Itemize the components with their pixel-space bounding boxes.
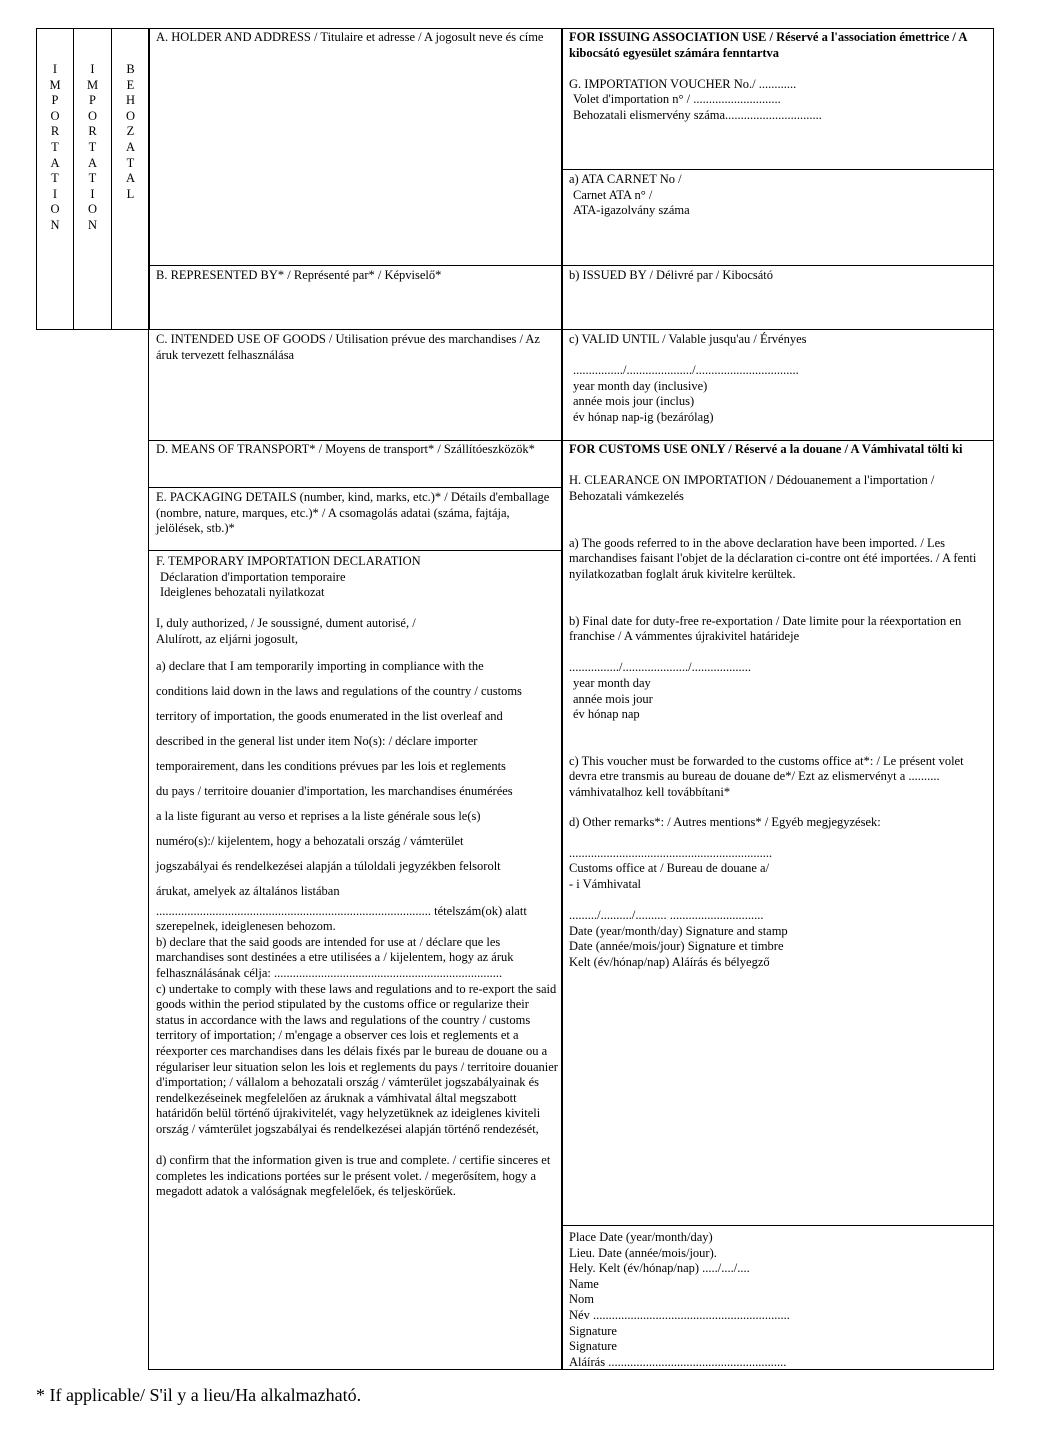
vertical-letter: R	[50, 124, 60, 139]
valid-until-en: year month day (inclusive)	[573, 378, 708, 393]
vertical-letter: O	[87, 108, 98, 123]
customs-office-hu: - i Vámhivatal	[569, 877, 641, 892]
intended-use-label: C. INTENDED USE OF GOODS / Utilisation prévue des marchandises / Az áruk tervezett felhasználása	[156, 332, 540, 362]
declaration-title-en: F. TEMPORARY IMPORTATION DECLARATION	[156, 554, 421, 568]
signature-hu: Aláírás .........................................................	[569, 1354, 787, 1369]
ata-carnet-hu: ATA-igazolvány száma	[573, 203, 690, 218]
vertical-letter: T	[88, 139, 97, 154]
means-of-transport-label: D. MEANS OF TRANSPORT* / Moyens de transport* / Szállítóeszközök*	[156, 442, 535, 456]
place-date-signature-section	[569, 1230, 987, 1370]
vertical-letter: R	[88, 124, 97, 139]
customs-use-header: FOR CUSTOMS USE ONLY / Réservé a la douane / A Vámhivatal tölti ki	[569, 442, 963, 456]
packaging-details-label: E. PACKAGING DETAILS (number, kind, marks, etc.)* / Détails d'emballage (nombre, nature, marques, etc.)* / A csomagolás adatai (száma, fajtája, jelölések, stb.)*	[156, 490, 550, 536]
customs-use-section	[569, 442, 987, 971]
vertical-letter: L	[126, 186, 135, 201]
vertical-letter: I	[90, 186, 95, 201]
clearance-label: H. CLEARANCE ON IMPORTATION / Dédouanement a l'importation / Behozatali vámkezelés	[569, 473, 935, 503]
vertical-letter: T	[51, 171, 59, 186]
represented-by-label: B. REPRESENTED BY* / Représenté par* / Képviselő*	[156, 268, 442, 282]
vertical-letter: P	[51, 93, 59, 108]
vertical-letter: O	[87, 202, 98, 217]
packaging-details-section	[156, 490, 558, 537]
importation-voucher-label: G. IMPORTATION VOUCHER No./ ............	[569, 76, 797, 91]
represented-by-section	[156, 268, 558, 284]
clearance-b-fr: année mois jour	[573, 691, 653, 706]
vertical-word-importation-2	[74, 62, 111, 234]
issuing-association-header: FOR ISSUING ASSOCIATION USE / Réservé a l'association émettrice / A kibocsátó egyesület számára fenntartva	[569, 30, 967, 60]
vertical-letter: T	[51, 139, 59, 154]
vertical-letter: M	[86, 77, 99, 92]
authorized-line-2: Alulírott, az eljárni jogosult,	[156, 631, 298, 646]
signature-stamp-fr: Date (année/mois/jour) Signature et timbre	[569, 939, 784, 954]
place-date-fr: Lieu. Date (année/mois/jour).	[569, 1245, 717, 1260]
valid-until-label: c) VALID UNTIL / Valable jusqu'au / Érvényes	[569, 332, 807, 346]
declaration-a-line: jogszabályai és rendelkezései alapján a túloldali jegyzékben felsorolt	[156, 858, 501, 873]
declaration-a-line: temporairement, dans les conditions prévues par les lois et reglements	[156, 758, 506, 773]
ata-carnet-label: a) ATA CARNET No /	[569, 172, 682, 186]
vertical-letter: A	[50, 155, 60, 170]
place-date-en: Place Date (year/month/day)	[569, 1230, 713, 1244]
footnote-if-applicable: * If applicable/ S'il y a lieu/Ha alkalmazható.	[36, 1385, 362, 1405]
signature-stamp-en: Date (year/month/day) Signature and stamp	[569, 923, 788, 938]
clearance-c: c) This voucher must be forwarded to the customs office at*: / Le présent volet devra etre transmis au bureau de douane de*/ Ezt az elismervényt a .......... vámhivatalhoz kell továbbítani*	[569, 753, 964, 800]
ata-carnet-section	[569, 172, 987, 219]
means-of-transport-section	[156, 442, 558, 458]
clearance-a: a) The goods referred to in the above declaration have been imported. / Les marchandises faisant l'objet de la déclaration ci-contre ont été importées. / A fenti nyilatkozatban foglalt áruk kivitelre kerültek.	[569, 535, 977, 581]
holder-address-label: A. HOLDER AND ADDRESS / Titulaire et adresse / A jogosult neve és címe	[156, 30, 544, 44]
vertical-letter: N	[87, 217, 98, 232]
temporary-import-declaration	[156, 554, 558, 1200]
signature-fr: Signature	[569, 1339, 617, 1354]
declaration-a-line: du pays / territoire douanier d'importation, les marchandises énumérées	[156, 783, 513, 798]
declaration-d: d) confirm that the information given is true and complete. / certifie sinceres et completes les indications portées sur le présent volet. / megerősítem, hogy a megadott adatok a valóságnak megfelelőek, és teljeskörűek.	[156, 1153, 551, 1199]
signature-date-dots: ........./........../.......... ..............................	[569, 908, 764, 923]
importation-voucher-fr: Volet d'importation n° / ............................	[573, 92, 781, 107]
declaration-c: c) undertake to comply with these laws and regulations and to re-export the said goods within the period stipulated by the customs office or regularize their status in accordance with the laws and regulations of the country / customs territory of importation; / m'engage a observer ces lois et reglements et a réexporter ces marchandises dans les délais fixés par le bureau de douane ou a régulariser leur situation selon les lois et reglements du pays / territoire douanier d'importation; / vállalom a behozatali ország / vámterület jogszabályainak és rendelkezéseinek megfelelően az áruknak a vámhivatal által megszabott határidőn belül történő újrakivitelét, vagy helyzetüknek az ideiglenes kiviteli ország / vámterület jogszabályai és rendelkezései alapján történő rendezését,	[156, 981, 558, 1136]
vertical-word-behozatal	[112, 62, 149, 202]
vertical-letter: P	[89, 93, 96, 108]
signature-stamp-hu: Kelt (év/hónap/nap) Aláírás és bélyegző	[569, 955, 770, 969]
issued-by-section	[569, 268, 987, 284]
divider-right-valid-customs	[561, 440, 994, 441]
divider-left-cd	[148, 440, 563, 441]
issued-by-label: b) ISSUED BY / Délivré par / Kibocsátó	[569, 268, 774, 282]
vertical-letter: O	[50, 108, 60, 123]
valid-until-fr: année mois jour (inclus)	[573, 394, 695, 409]
clearance-b: b) Final date for duty-free re-exportation / Date limite pour la réexportation en franchise / A vámmentes újrakivitel határideje	[569, 613, 962, 644]
declaration-a-line: numéro(s):/ kijelentem, hogy a behozatali ország / vámterület	[156, 833, 464, 848]
divider-left-ab	[148, 265, 563, 266]
divider-right-issued-valid	[561, 329, 994, 330]
divider-right-customs-place	[561, 1225, 994, 1226]
declaration-a-line: described in the general list under item No(s): / déclare importer	[156, 733, 478, 748]
vertical-letter: O	[125, 108, 136, 123]
clearance-b-en: year month day	[573, 675, 651, 690]
declaration-a-line: árukat, amelyek az általános listában	[156, 883, 340, 898]
declaration-title-hu: Ideiglenes behozatali nyilatkozat	[160, 585, 325, 600]
valid-until-hu: év hónap nap-ig (bezárólag)	[573, 409, 714, 424]
vertical-letter: I	[52, 62, 58, 76]
vertical-letter: M	[49, 77, 61, 92]
valid-until-section	[569, 332, 987, 426]
clearance-b-dots: ................/...................../...................	[569, 660, 751, 675]
importation-voucher-hu: Behozatali elismervény száma...............................	[573, 107, 822, 122]
name-hu: Név ...............................................................	[569, 1307, 790, 1322]
clearance-b-hu: év hónap nap	[573, 707, 640, 722]
declaration-a-line: territory of importation, the goods enumerated in the list overleaf and	[156, 708, 503, 723]
vertical-letter: I	[90, 62, 95, 76]
vertical-letter: H	[125, 93, 136, 108]
ata-carnet-fr: Carnet ATA n° /	[573, 187, 653, 202]
vertical-letter: Z	[126, 124, 135, 139]
vertical-letter: A	[125, 139, 136, 154]
declaration-b: b) declare that the said goods are intended for use at / déclare que les marchandises sont destinées a etre utilisées a / kijelentem, hogy az áruk felhasználásának célja: .........................................................................	[156, 934, 514, 980]
declaration-title-fr: Déclaration d'importation temporaire	[160, 569, 346, 584]
declaration-a-dots: ........................................................................................ tételszám(ok) alatt	[156, 903, 527, 918]
vertical-letter: A	[125, 171, 136, 186]
vertical-letter: B	[126, 62, 135, 76]
vertical-letter: T	[88, 171, 97, 186]
name-en: Name	[569, 1276, 599, 1291]
vertical-letter: I	[52, 186, 58, 201]
divider-left-bc	[148, 329, 563, 330]
authorized-line-1: I, duly authorized, / Je soussigné, dument autorisé, /	[156, 616, 416, 631]
vertical-letter: N	[50, 217, 60, 232]
clearance-d: d) Other remarks*: / Autres mentions* / Egyéb megjegyzések:	[569, 814, 881, 829]
customs-office-label: Customs office at / Bureau de douane a/	[569, 861, 770, 876]
vertical-letter: E	[126, 77, 135, 92]
vertical-letter: T	[126, 155, 135, 170]
divider-right-g-ata	[561, 169, 994, 170]
declaration-a-end: szerepelnek, ideiglenesen behozom.	[156, 919, 336, 934]
divider-right-ata-issued	[561, 265, 994, 266]
place-date-hu: Hely. Kelt (év/hónap/nap) ...../..../....	[569, 1261, 750, 1276]
declaration-a-line: a) declare that I am temporarily importing in compliance with the	[156, 658, 484, 673]
declaration-a-block	[156, 654, 558, 904]
divider-left-ef	[148, 550, 563, 551]
name-fr: Nom	[569, 1292, 594, 1307]
signature-en: Signature	[569, 1323, 617, 1338]
vertical-letter: O	[50, 202, 60, 217]
holder-address-section	[156, 30, 558, 46]
clearance-d-dots: .................................................................	[569, 845, 773, 860]
vertical-letter: A	[87, 155, 98, 170]
intended-use-section	[156, 332, 558, 363]
valid-until-dots: ................/...................../.................................	[573, 363, 799, 378]
divider-left-de	[148, 487, 563, 488]
declaration-a-line: conditions laid down in the laws and regulations of the country / customs	[156, 683, 522, 698]
issuing-association-section	[569, 30, 987, 124]
vertical-word-importation-1	[37, 62, 73, 234]
declaration-a-line: a la liste figurant au verso et reprises a la liste générale sous le(s)	[156, 808, 481, 823]
